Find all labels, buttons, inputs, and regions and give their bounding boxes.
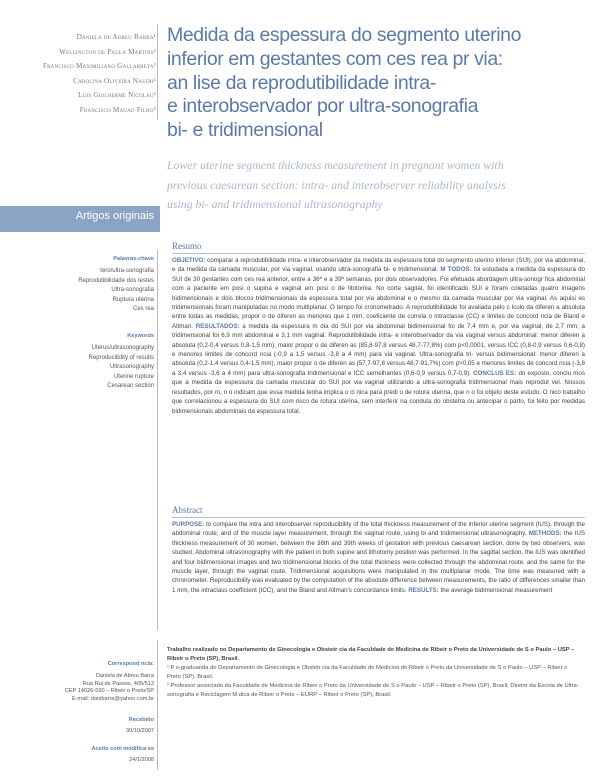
- address-line: CEP 14026-590 – Ribeir o Preto/SP: [64, 688, 154, 695]
- subtitle-line: previous caesarean section: intra- and interobserver reliability analysis: [167, 177, 506, 192]
- resumo-heading: Resumo: [172, 241, 202, 251]
- keyword-item: Ultra-sonografia: [111, 287, 154, 294]
- correspondence-address: [8, 673, 154, 703]
- keyword-item: Ruptura uterina: [112, 296, 154, 303]
- objective-text: comparar a reprodutibilidade intra- e interobservador da medida da espessura total do segmento uterino inferior (SUI), por via abdominal, e da medida da camada muscular, por via vaginal, usando ultra-sonografia bi- e tridimensional.: [172, 257, 585, 274]
- institution-note: Trabalho realizado no Departamento de Ginecologia e Obstetr cia da Faculdade de Medicina de Ribeir o Preto da Universidade de S o Paulo – USP – Ribeir o Preto (SP), Brasil.: [167, 647, 575, 662]
- divider-line: [157, 250, 158, 630]
- keyword-item: tero/ultra-sonografia: [100, 268, 154, 274]
- title-line: an lise da reprodutibilidade intra-: [167, 71, 436, 94]
- footnote-item: ¹ P s-graduanda do Departamento de Ginecologia e Obstetr cia da Faculdade de Medicina de Ribeir o Preto da Universidade de S o Paulo – USP – Ribeir o Preto (SP), Brasil.: [167, 664, 568, 680]
- title-line: inferior em gestantes com ces rea pr via:: [167, 47, 503, 70]
- keyword-item: Ultrasonography: [109, 364, 154, 371]
- methods-text: the IUS thickness measurement of 30 women, between the 36th and 39th weeks of gestation with previous caesarean section, done by two observers, was studied. Abdominal ultrasonography with the patient in both supine and lithotomy position was performed. In the sagittal section, the IUS was identified and four bidimensional images and two tridimensional blocks of the total thickness were collected through the abdominal route, and the same for the muscle layer, through the vaginal route. Tridimensional acquisitions were manipulated in the multiplanar mode. The time was measured with a chronometer. Reproducibility was evaluated by the computation of the absolute difference between measurements, the ratio of differences smaller than 1 mm, the intraclass coefficient (ICC), and the Bland and Altman's concordance limits.: [172, 530, 585, 594]
- subtitle-line: Lower uterine segment thickness measurement in pregnant women with: [167, 158, 504, 172]
- abstract-heading: Abstract: [172, 505, 203, 515]
- keyword-item: Reprodutibilidade dos testes: [78, 277, 154, 284]
- purpose-label: PURPOSE:: [172, 521, 205, 528]
- methods-text: foi estudada a medida da espessura do SUI de 30 gestantes com ces rea anterior, entre a 36ª e a 39ª semanas, por dois observadores. Foi efetuada abordagem ultra-sonogr fica abdominal com a paciente em posi o supina e vaginal em posi o de litotomia. No corte sagital, foi identificado SUI e foram coletadas quatro imagens bidimensionais e dois blocos tridimensionais da espessura total por via abdominal e o mesmo da camada muscular por via vaginal. As aquisi es tridimensionais foram manipuladas no modo multiplanar. O tempo foi cronometrado. A reprodutibilidade foi avaliada pelo c lculo da diferen a absoluta entre todas as medidas, propor o de diferen as menores que 1 mm, coeficiente de correla o intraclasse (CC) e limites de concord ncia de Bland e Altman.: [172, 266, 585, 330]
- author-name: Francisco Maximiliano Gallarreta²: [42, 62, 156, 71]
- keyword-item: Uterine rupture: [113, 373, 154, 380]
- author-name: Francisco Mauad Filho³: [79, 105, 156, 114]
- accepted-date: 24/1/2008: [129, 757, 154, 763]
- footnote-item: ² Professor associado da Faculdade de Medicina de Ribeir o Preto da Universidade de S o Paulo – USP – Ribeir o Preto (SP), Brasil; Diretor da Escola de Ultra-sonografia e Reciclagem M dica de Ribeir o Preto – EURP – Ribeir o Preto (SP), Brasil.: [167, 682, 579, 698]
- keywords-en-heading: Keywords: [127, 333, 154, 339]
- heading-rule: [172, 517, 585, 518]
- section-banner: [0, 206, 160, 232]
- author-name: Luis Guilherme Nicolau²: [78, 91, 156, 100]
- author-name: Carolina Oliveira Nastri²: [73, 76, 156, 85]
- title-line: bi- e tridimensional: [167, 119, 323, 142]
- address-line: Rua Rui de Passos, 405/513: [82, 680, 154, 687]
- keyword-item: Cesarean section: [107, 383, 154, 390]
- keywords-pt-list: [8, 267, 154, 315]
- author-name: Wellington de Paula Martins²: [59, 47, 156, 56]
- divider-line: [157, 640, 158, 770]
- keywords-en-list: [8, 344, 154, 392]
- methods-label: METHODS:: [528, 530, 562, 538]
- resumo-text: [172, 256, 585, 416]
- footnotes: [167, 646, 582, 699]
- results-label: RESULTS:: [408, 586, 439, 594]
- accepted-heading: Aceito com modifica es: [91, 746, 154, 752]
- keyword-item: Ces rea: [132, 306, 154, 313]
- keyword-item: Reproducibility of results: [88, 354, 154, 361]
- keywords-pt-heading: Palavras-chave: [113, 256, 154, 262]
- heading-rule: [172, 253, 585, 254]
- received-date: 30/10/2007: [126, 728, 154, 734]
- english-title: [167, 156, 587, 215]
- methods-label: M TODOS:: [440, 266, 472, 274]
- results-label: RESULTADOS:: [195, 322, 240, 330]
- keyword-item: Uterus/ultrasonography: [91, 345, 154, 351]
- results-text: the average bidimensional measurement: [440, 586, 553, 594]
- divider-line: [157, 24, 158, 120]
- conclusions-label: CONCLUS ES:: [473, 369, 517, 377]
- address-line: Daniela de Abreu Barra: [95, 673, 154, 679]
- section-label: Artigos originais: [75, 210, 154, 222]
- correspondence-heading: Correspond ncia:: [107, 661, 154, 667]
- results-text: a medida da espessura m dia do SUI por via abdominal bidimensional foi de 7,4 mm e, por via vaginal, de 2,7 mm; a tridimensional foi 6,9 mm abdominal e 3,1 mm vaginal. Reprodutibilidade intra- e interobservador da via vaginal versus abdominal: menor diferen a absoluta (0,2-0,4 versus 0,8-1,5 mm), maior propor o de diferen as (85,8-97,8 versus 48,7-77,8%) com p<0,0001, versus ICC (0,8-0,9 versus 0,6-0,8) e menores limites de concord ncia (-0,9 a 1,5 versus -3,8 a 4 mm) para via vaginal. Ultra-sonografia tri- versus bidimensional: menor diferen a absoluta (0,2-1,4 versus 0,4-1,5 mm), maior propor o de diferen as (57,7-97,8 versus 48,7-91,7%) com p>0,05 e menores limites de concord ncia (-3,8 a 3,4 versus -3,6 a 4 mm) para ultra-sonografia tridimensional e ICC semelhantes (0,6-0,9 versus 0,7-0,9).: [172, 322, 585, 377]
- author-name: Daniela de Abreu Barra¹: [76, 33, 156, 41]
- article-title: [167, 24, 577, 143]
- author-list: [8, 30, 156, 118]
- conclusions-text: do exposto, conclu mos que a medida da espessura da camada muscular do SUI por via vaginal utilizando a ultra-sonografia tridimensional mais reprodut vel. Nossos resultados, por m, n o indicam que essa medida tenha implica o cl nica para predi o de rotura uterina, que n o foi objeto deste estudo. O nico trabalho que correlacionou a espessura do SUI com risco de rotura uterina, sem interferir na conduta do obstetra ou antecipar o parto, foi feito por medidas bidimensionais abdominais da espessura total.: [172, 369, 585, 415]
- title-line: Medida da espessura do segmento uterino: [167, 24, 522, 46]
- subtitle-line: using bi- and tridimensional ultrasonography: [167, 197, 383, 211]
- objective-label: OBJETIVO:: [172, 257, 206, 264]
- abstract-text: [172, 520, 585, 595]
- address-line: E-mail: danibarra@yahoo.com.br: [71, 695, 154, 702]
- title-line: e interobservador por ultra-sonografia: [167, 95, 479, 118]
- received-heading: Recebido: [128, 717, 154, 723]
- purpose-text: to compare the intra and interobserver reproducibility of the total thickness measurement of the inferior uterine segment (IUS), through the abdominal route, and of the muscle layer measurement, through the vaginal route, using bi and tridimensional ultrasonography.: [172, 521, 585, 538]
